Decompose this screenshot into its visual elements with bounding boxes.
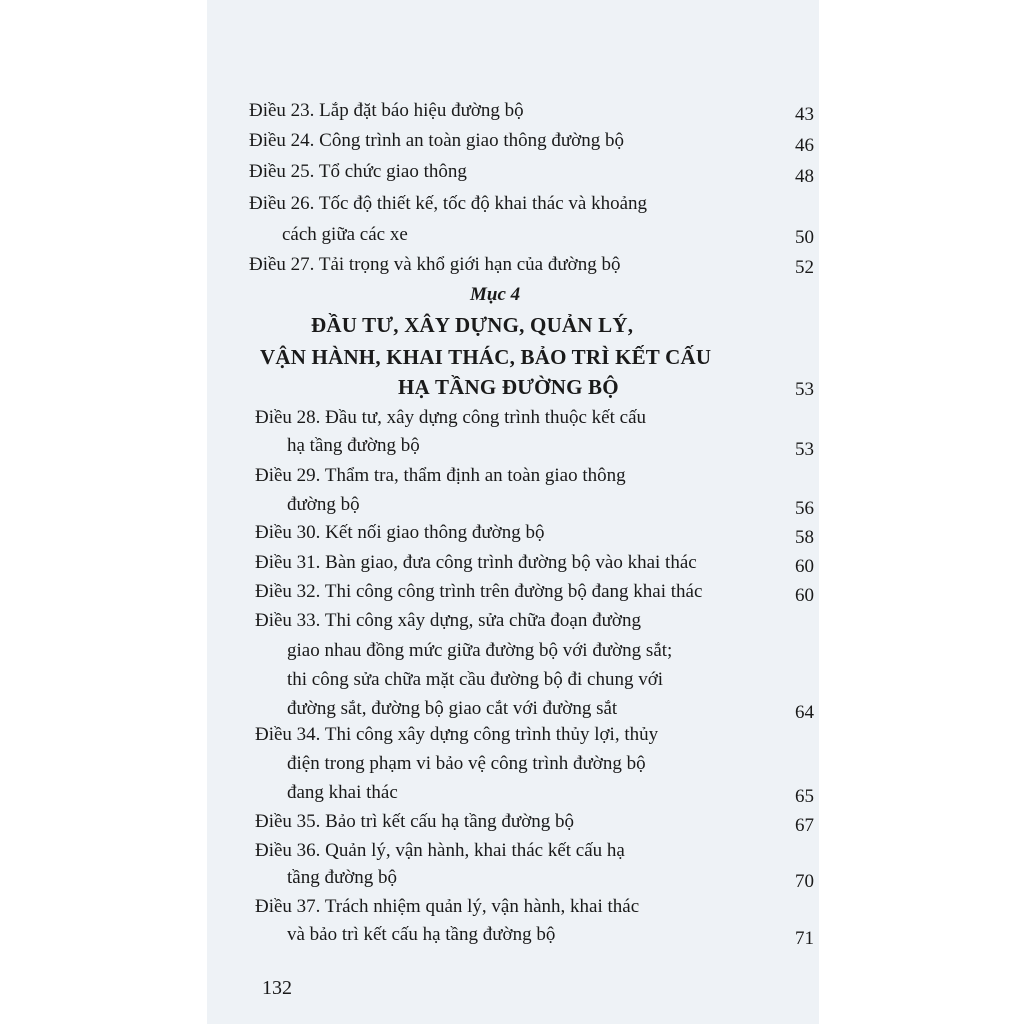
toc-entry-32: Điều 32. Thi công công trình trên đường bộ đang khai thác [255,581,703,602]
section-label: Mục 4 [470,284,521,305]
toc-entry-35: Điều 35. Bảo trì kết cấu hạ tầng đường bộ [255,811,574,832]
toc-page-28: 53 [795,439,814,460]
toc-page-37: 71 [795,928,814,949]
toc-entry-34: Điều 34. Thi công xây dựng công trình thủy lợi, thủy [255,724,659,745]
toc-entry-34-cont-2: đang khai thác [287,782,398,803]
toc-entry-33-cont-3: đường sắt, đường bộ giao cắt với đường sắt [287,698,618,719]
toc-entry-36: Điều 36. Quản lý, vận hành, khai thác kết cấu hạ [255,840,625,861]
toc-entry-25: Điều 25. Tổ chức giao thông [249,161,467,182]
toc-entry-33-cont-2: thi công sửa chữa mặt cầu đường bộ đi chung với [287,669,664,690]
toc-entry-33: Điều 33. Thi công xây dựng, sửa chữa đoạn đường [255,610,641,631]
toc-entry-34-cont-1: điện trong phạm vi bảo vệ công trình đường bộ [287,753,646,774]
toc-page-34: 65 [795,786,814,807]
toc-entry-31: Điều 31. Bàn giao, đưa công trình đường bộ vào khai thác [255,552,697,573]
toc-page-29: 56 [795,498,814,519]
toc-page-35: 67 [795,815,814,836]
toc-entry-33-cont-1: giao nhau đồng mức giữa đường bộ với đường sắt; [287,640,673,661]
page-number: 132 [262,977,292,999]
section-title-line-3: HẠ TẦNG ĐƯỜNG BỘ [398,375,619,399]
toc-entry-27: Điều 27. Tải trọng và khổ giới hạn của đường bộ [249,254,621,275]
toc-entry-29: Điều 29. Thẩm tra, thẩm định an toàn giao thông [255,465,626,486]
toc-entry-30: Điều 30. Kết nối giao thông đường bộ [255,522,545,543]
toc-page-26: 50 [795,227,814,248]
toc-entry-24: Điều 24. Công trình an toàn giao thông đường bộ [249,130,624,151]
toc-entry-26: Điều 26. Tốc độ thiết kế, tốc độ khai thác và khoảng [249,193,648,214]
section-page: 53 [795,379,814,400]
toc-entry-28-cont: hạ tầng đường bộ [287,435,420,456]
toc-page-25: 48 [795,166,814,187]
toc-entry-37-cont: và bảo trì kết cấu hạ tầng đường bộ [287,924,556,945]
toc-entry-23: Điều 23. Lắp đặt báo hiệu đường bộ [249,100,524,121]
toc-entry-26-cont: cách giữa các xe [282,224,408,245]
toc-page-33: 64 [795,702,814,723]
toc-page-36: 70 [795,871,814,892]
toc-entry-36-cont: tầng đường bộ [287,867,398,888]
toc-page-23: 43 [795,104,814,125]
toc-entry-28: Điều 28. Đầu tư, xây dựng công trình thuộc kết cấu [255,407,647,428]
toc-page-24: 46 [795,135,814,156]
toc-entry-37: Điều 37. Trách nhiệm quản lý, vận hành, khai thác [255,896,640,917]
toc-page-27: 52 [795,257,814,278]
toc-page-31: 60 [795,556,814,577]
toc-entry-29-cont: đường bộ [287,494,360,515]
section-title-line-1: ĐẦU TƯ, XÂY DỰNG, QUẢN LÝ, [311,313,634,337]
section-title-line-2: VẬN HÀNH, KHAI THÁC, BẢO TRÌ KẾT CẤU [260,345,712,369]
toc-page-32: 60 [795,585,814,606]
toc-page-30: 58 [795,527,814,548]
